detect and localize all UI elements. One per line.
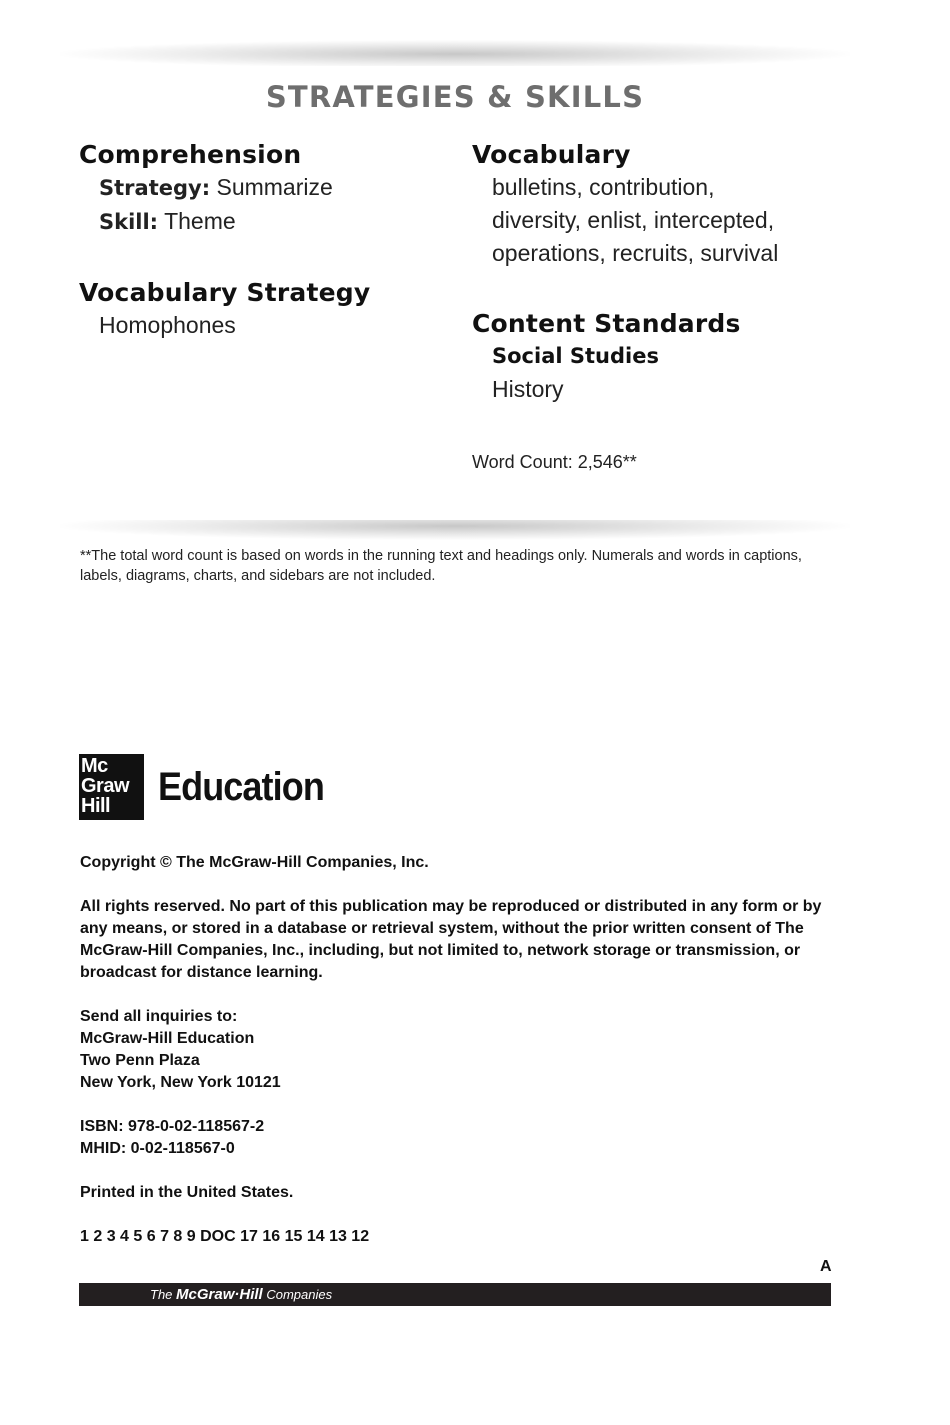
- footnote-line: **The total word count is based on words in the running text and headings only. Numerals and words in captions,: [80, 548, 802, 564]
- strategies-title: STRATEGIES & SKILLS: [265, 80, 645, 114]
- address-line: Send all inquiries to:: [80, 1008, 238, 1025]
- strategy-line: [79, 171, 449, 205]
- strategy-label: Strategy:: [99, 176, 211, 200]
- footnote-line: labels, diagrams, charts, and sidebars are not included.: [80, 568, 436, 584]
- address-line: New York, New York 10121: [80, 1074, 281, 1091]
- word-count: Word Count: 2,546**: [472, 452, 637, 472]
- comprehension-heading: Comprehension: [79, 140, 302, 169]
- edition-letter: A: [820, 1258, 832, 1275]
- content-standards-subject: Social Studies: [492, 344, 659, 368]
- rights-paragraph: [80, 896, 840, 984]
- address-line: Two Penn Plaza: [80, 1052, 200, 1069]
- logo-mark-line: Hill: [81, 795, 111, 817]
- rights-line: broadcast for distance learning.: [80, 964, 323, 981]
- skill-line: [79, 205, 449, 239]
- rights-line: All rights reserved. No part of this publication may be reproduced or distributed in any form or by: [80, 898, 822, 915]
- address-line: McGraw-Hill Education: [80, 1030, 255, 1047]
- footer-brand-pre: The: [150, 1287, 173, 1302]
- isbn: ISBN: 978-0-02-118567-2: [80, 1118, 265, 1135]
- left-column: [79, 138, 449, 342]
- skill-value: Theme: [164, 208, 236, 234]
- copyright-notice: Copyright © The McGraw-Hill Companies, Inc.: [80, 854, 429, 871]
- word-count-footnote: [80, 546, 840, 586]
- vocabulary-strategy-heading: Vocabulary Strategy: [79, 278, 371, 307]
- vocabulary-heading: Vocabulary: [472, 140, 631, 169]
- footer-brand: [150, 1286, 332, 1303]
- logo-mark-line: Graw: [81, 775, 130, 797]
- right-column: [472, 138, 862, 406]
- mhid: MHID: 0-02-118567-0: [80, 1140, 235, 1157]
- mcgraw-hill-education-logo: [79, 754, 342, 820]
- vocabulary-words-line: operations, recruits, survival: [492, 240, 779, 266]
- vocabulary-words-line: diversity, enlist, intercepted,: [492, 207, 775, 233]
- logo-mark-line: Mc: [81, 755, 108, 777]
- footer-bar: [79, 1283, 831, 1306]
- rights-line: any means, or stored in a database or retrieval system, without the prior written consent of The: [80, 920, 804, 937]
- footer-brand-post: Companies: [266, 1287, 333, 1302]
- skill-label: Skill:: [99, 210, 159, 234]
- vocabulary-strategy-value: Homophones: [99, 312, 236, 338]
- logo-wordmark: Education: [158, 764, 324, 809]
- print-line: 1 2 3 4 5 6 7 8 9 DOC 17 16 15 14 13 12: [80, 1228, 370, 1245]
- inquiries-address: [80, 1006, 840, 1094]
- footer-band-mask: [40, 498, 870, 520]
- content-standards-topic: History: [492, 376, 564, 402]
- isbn-block: [80, 1116, 840, 1160]
- rights-line: McGraw-Hill Companies, Inc., including, but not limited to, network storage or transmission, or: [80, 942, 801, 959]
- vocabulary-words-line: bulletins, contribution,: [492, 174, 715, 200]
- content-standards-heading: Content Standards: [472, 309, 741, 338]
- strategy-value: Summarize: [216, 174, 333, 200]
- footer-brand-name: McGraw·Hill: [176, 1286, 263, 1303]
- header-shadow-band: [60, 40, 850, 68]
- mcgraw-hill-logo-mark: [79, 754, 144, 820]
- printed-notice: Printed in the United States.: [80, 1184, 294, 1201]
